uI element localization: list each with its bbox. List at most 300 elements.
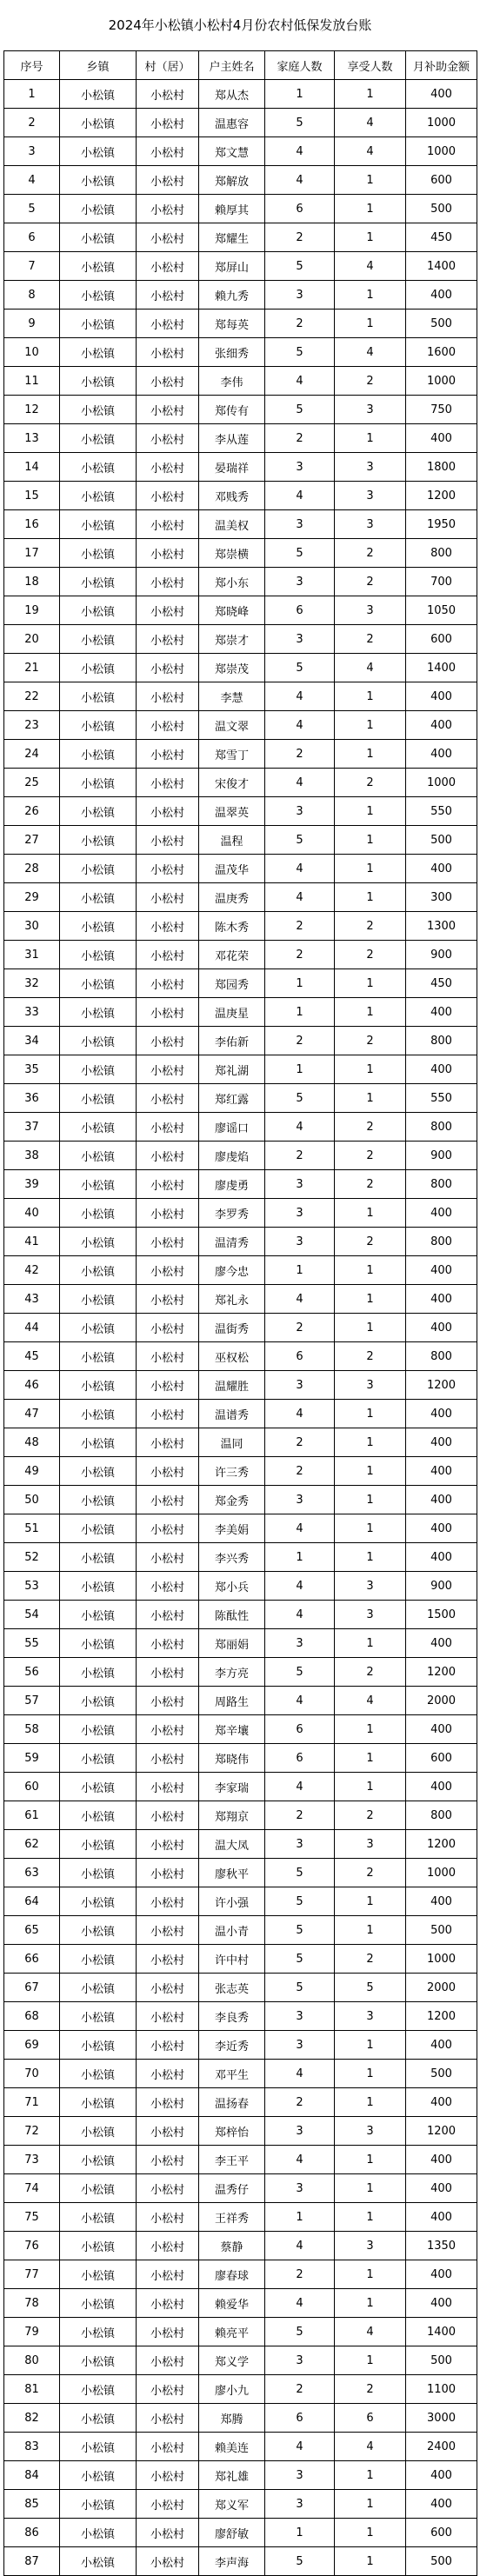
table-row: [4, 310, 477, 338]
cell-index: 15: [4, 482, 60, 510]
table-row: [4, 682, 477, 711]
cell-recipients: 2: [335, 1945, 406, 1974]
cell-recipients: 2: [335, 1170, 406, 1199]
table-row: [4, 1084, 477, 1113]
cell-index: 62: [4, 1830, 60, 1859]
cell-township: 小松镇: [60, 1859, 137, 1887]
table-row: [4, 2174, 477, 2203]
cell-recipients: 1: [335, 1199, 406, 1228]
cell-index: 79: [4, 2318, 60, 2346]
cell-family-size: 4: [265, 482, 335, 510]
cell-township: 小松镇: [60, 424, 137, 453]
cell-village: 小松村: [137, 1658, 199, 1687]
table-row: [4, 883, 477, 912]
cell-recipients: 1: [335, 223, 406, 252]
table-row: [4, 1658, 477, 1687]
cell-monthly-amount: 1200: [406, 1830, 477, 1859]
cell-family-size: 6: [265, 596, 335, 625]
cell-monthly-amount: 400: [406, 682, 477, 711]
cell-township: 小松镇: [60, 281, 137, 310]
cell-township: 小松镇: [60, 195, 137, 223]
cell-township: 小松镇: [60, 1428, 137, 1457]
cell-recipients: 3: [335, 510, 406, 539]
cell-village: 小松村: [137, 281, 199, 310]
cell-recipients: 1: [335, 2289, 406, 2318]
table-row: [4, 453, 477, 482]
table-row: [4, 2146, 477, 2174]
table-row: [4, 2404, 477, 2433]
cell-village: 小松村: [137, 1801, 199, 1830]
cell-family-size: 4: [265, 682, 335, 711]
cell-recipients: 2: [335, 1342, 406, 1371]
table-row: [4, 797, 477, 826]
cell-monthly-amount: 400: [406, 711, 477, 740]
cell-village: 小松村: [137, 1830, 199, 1859]
cell-township: 小松镇: [60, 1142, 137, 1170]
cell-recipients: 2: [335, 539, 406, 568]
cell-village: 小松村: [137, 2117, 199, 2146]
cell-index: 84: [4, 2461, 60, 2490]
cell-recipients: 1: [335, 1486, 406, 1514]
cell-family-size: 4: [265, 883, 335, 912]
cell-village: 小松村: [137, 1916, 199, 1945]
cell-recipients: 3: [335, 453, 406, 482]
cell-township: 小松镇: [60, 1113, 137, 1142]
cell-index: 12: [4, 396, 60, 424]
cell-family-size: 6: [265, 1715, 335, 1744]
cell-village: 小松村: [137, 2547, 199, 2576]
cell-householder: 周路生: [199, 1687, 265, 1715]
cell-index: 24: [4, 740, 60, 769]
cell-index: 4: [4, 166, 60, 195]
cell-township: 小松镇: [60, 1830, 137, 1859]
table-row: [4, 2375, 477, 2404]
cell-family-size: 2: [265, 2088, 335, 2117]
cell-township: 小松镇: [60, 1256, 137, 1285]
cell-index: 52: [4, 1543, 60, 1572]
cell-householder: 温小青: [199, 1916, 265, 1945]
cell-index: 14: [4, 453, 60, 482]
table-row: [4, 223, 477, 252]
cell-index: 38: [4, 1142, 60, 1170]
cell-village: 小松村: [137, 1514, 199, 1543]
cell-village: 小松村: [137, 912, 199, 941]
cell-monthly-amount: 400: [406, 740, 477, 769]
cell-monthly-amount: 400: [406, 281, 477, 310]
table-row: [4, 396, 477, 424]
cell-village: 小松村: [137, 166, 199, 195]
cell-village: 小松村: [137, 1715, 199, 1744]
cell-village: 小松村: [137, 2232, 199, 2260]
cell-householder: 郑小兵: [199, 1572, 265, 1601]
cell-township: 小松镇: [60, 2174, 137, 2203]
cell-recipients: 2: [335, 1027, 406, 1055]
cell-householder: 许中村: [199, 1945, 265, 1974]
cell-index: 33: [4, 998, 60, 1027]
cell-monthly-amount: 400: [406, 1457, 477, 1486]
cell-householder: 温秀仔: [199, 2174, 265, 2203]
cell-recipients: 1: [335, 2547, 406, 2576]
table-row: [4, 137, 477, 166]
cell-householder: 李从莲: [199, 424, 265, 453]
table-row: [4, 2031, 477, 2060]
cell-monthly-amount: 800: [406, 1113, 477, 1142]
cell-householder: 赖美连: [199, 2433, 265, 2461]
cell-township: 小松镇: [60, 941, 137, 969]
cell-family-size: 4: [265, 1285, 335, 1314]
cell-township: 小松镇: [60, 682, 137, 711]
cell-recipients: 4: [335, 252, 406, 281]
cell-township: 小松镇: [60, 396, 137, 424]
cell-householder: 蔡静: [199, 2232, 265, 2260]
cell-village: 小松村: [137, 1314, 199, 1342]
cell-index: 78: [4, 2289, 60, 2318]
cell-householder: 郑梓怡: [199, 2117, 265, 2146]
cell-recipients: 2: [335, 1859, 406, 1887]
cell-family-size: 2: [265, 1027, 335, 1055]
cell-family-size: 1: [265, 2519, 335, 2547]
cell-monthly-amount: 1400: [406, 654, 477, 682]
cell-householder: 温惠容: [199, 109, 265, 137]
cell-family-size: 4: [265, 2232, 335, 2260]
cell-township: 小松镇: [60, 1543, 137, 1572]
cell-family-size: 3: [265, 1170, 335, 1199]
cell-family-size: 2: [265, 424, 335, 453]
cell-monthly-amount: 2000: [406, 1974, 477, 2002]
table-row: [4, 1830, 477, 1859]
cell-index: 16: [4, 510, 60, 539]
cell-monthly-amount: 500: [406, 2346, 477, 2375]
cell-recipients: 1: [335, 1084, 406, 1113]
cell-monthly-amount: 450: [406, 223, 477, 252]
table-row: [4, 1744, 477, 1773]
cell-family-size: 4: [265, 1687, 335, 1715]
cell-village: 小松村: [137, 1228, 199, 1256]
cell-village: 小松村: [137, 2289, 199, 2318]
cell-monthly-amount: 400: [406, 424, 477, 453]
cell-family-size: 1: [265, 1055, 335, 1084]
cell-township: 小松镇: [60, 1457, 137, 1486]
cell-index: 19: [4, 596, 60, 625]
table-row: [4, 424, 477, 453]
cell-village: 小松村: [137, 310, 199, 338]
cell-monthly-amount: 400: [406, 998, 477, 1027]
cell-monthly-amount: 750: [406, 396, 477, 424]
header-township: 乡镇: [60, 51, 137, 80]
cell-monthly-amount: 800: [406, 1228, 477, 1256]
cell-village: 小松村: [137, 2519, 199, 2547]
cell-householder: 李王平: [199, 2146, 265, 2174]
cell-householder: 郑小东: [199, 568, 265, 596]
cell-monthly-amount: 400: [406, 1543, 477, 1572]
cell-township: 小松镇: [60, 1916, 137, 1945]
cell-village: 小松村: [137, 137, 199, 166]
table-row: [4, 2519, 477, 2547]
table-row: [4, 969, 477, 998]
cell-index: 70: [4, 2060, 60, 2088]
cell-township: 小松镇: [60, 1945, 137, 1974]
cell-village: 小松村: [137, 1773, 199, 1801]
cell-township: 小松镇: [60, 482, 137, 510]
cell-township: 小松镇: [60, 252, 137, 281]
cell-township: 小松镇: [60, 2232, 137, 2260]
cell-recipients: 1: [335, 2519, 406, 2547]
cell-family-size: 4: [265, 769, 335, 797]
cell-monthly-amount: 800: [406, 1801, 477, 1830]
cell-village: 小松村: [137, 80, 199, 109]
cell-monthly-amount: 400: [406, 1400, 477, 1428]
table-row: [4, 109, 477, 137]
cell-recipients: 1: [335, 1285, 406, 1314]
cell-monthly-amount: 900: [406, 941, 477, 969]
cell-family-size: 4: [265, 1773, 335, 1801]
cell-monthly-amount: 400: [406, 1314, 477, 1342]
cell-township: 小松镇: [60, 855, 137, 883]
cell-township: 小松镇: [60, 1486, 137, 1514]
cell-recipients: 1: [335, 1314, 406, 1342]
cell-township: 小松镇: [60, 1084, 137, 1113]
cell-householder: 廖虔焰: [199, 1142, 265, 1170]
cell-householder: 温庚星: [199, 998, 265, 1027]
cell-recipients: 2: [335, 625, 406, 654]
table-row: [4, 195, 477, 223]
cell-index: 11: [4, 367, 60, 396]
cell-monthly-amount: 1600: [406, 338, 477, 367]
table-row: [4, 1342, 477, 1371]
cell-index: 55: [4, 1629, 60, 1658]
cell-householder: 李佑新: [199, 1027, 265, 1055]
cell-village: 小松村: [137, 2346, 199, 2375]
cell-recipients: 4: [335, 109, 406, 137]
cell-recipients: 1: [335, 281, 406, 310]
cell-village: 小松村: [137, 1285, 199, 1314]
cell-monthly-amount: 600: [406, 625, 477, 654]
cell-index: 6: [4, 223, 60, 252]
cell-village: 小松村: [137, 1687, 199, 1715]
cell-township: 小松镇: [60, 740, 137, 769]
table-row: [4, 1572, 477, 1601]
cell-recipients: 3: [335, 2232, 406, 2260]
cell-monthly-amount: 1200: [406, 2002, 477, 2031]
table-row: [4, 654, 477, 682]
cell-householder: 邓平生: [199, 2060, 265, 2088]
cell-township: 小松镇: [60, 2404, 137, 2433]
cell-family-size: 3: [265, 568, 335, 596]
header-householder: 户主姓名: [199, 51, 265, 80]
cell-index: 66: [4, 1945, 60, 1974]
cell-family-size: 4: [265, 1572, 335, 1601]
cell-township: 小松镇: [60, 998, 137, 1027]
cell-monthly-amount: 400: [406, 80, 477, 109]
cell-village: 小松村: [137, 195, 199, 223]
cell-family-size: 3: [265, 797, 335, 826]
cell-monthly-amount: 400: [406, 1428, 477, 1457]
cell-township: 小松镇: [60, 1629, 137, 1658]
cell-village: 小松村: [137, 596, 199, 625]
cell-village: 小松村: [137, 539, 199, 568]
cell-index: 60: [4, 1773, 60, 1801]
cell-recipients: 4: [335, 1687, 406, 1715]
cell-index: 45: [4, 1342, 60, 1371]
cell-family-size: 2: [265, 310, 335, 338]
cell-monthly-amount: 1200: [406, 1658, 477, 1687]
cell-village: 小松村: [137, 855, 199, 883]
table-row: [4, 1170, 477, 1199]
cell-township: 小松镇: [60, 2203, 137, 2232]
cell-monthly-amount: 500: [406, 826, 477, 855]
cell-householder: 温程: [199, 826, 265, 855]
cell-recipients: 3: [335, 1371, 406, 1400]
cell-family-size: 2: [265, 941, 335, 969]
cell-family-size: 4: [265, 711, 335, 740]
table-row: [4, 2260, 477, 2289]
table-row: [4, 568, 477, 596]
cell-householder: 郑礼雄: [199, 2461, 265, 2490]
cell-index: 51: [4, 1514, 60, 1543]
cell-index: 46: [4, 1371, 60, 1400]
cell-householder: 郑每英: [199, 310, 265, 338]
cell-monthly-amount: 1000: [406, 109, 477, 137]
cell-family-size: 3: [265, 1830, 335, 1859]
cell-recipients: 2: [335, 941, 406, 969]
cell-monthly-amount: 600: [406, 1744, 477, 1773]
table-row: [4, 1314, 477, 1342]
cell-index: 61: [4, 1801, 60, 1830]
cell-village: 小松村: [137, 223, 199, 252]
cell-village: 小松村: [137, 2088, 199, 2117]
cell-village: 小松村: [137, 2375, 199, 2404]
cell-village: 小松村: [137, 941, 199, 969]
cell-householder: 温同: [199, 1428, 265, 1457]
cell-householder: 廖小九: [199, 2375, 265, 2404]
cell-township: 小松镇: [60, 2318, 137, 2346]
cell-village: 小松村: [137, 1543, 199, 1572]
header-row: [4, 51, 477, 80]
cell-monthly-amount: 700: [406, 568, 477, 596]
cell-householder: 李良秀: [199, 2002, 265, 2031]
cell-recipients: 1: [335, 998, 406, 1027]
cell-township: 小松镇: [60, 453, 137, 482]
cell-index: 86: [4, 2519, 60, 2547]
cell-family-size: 1: [265, 998, 335, 1027]
cell-recipients: 3: [335, 1572, 406, 1601]
cell-village: 小松村: [137, 109, 199, 137]
cell-recipients: 1: [335, 1715, 406, 1744]
table-row: [4, 941, 477, 969]
cell-recipients: 6: [335, 2404, 406, 2433]
cell-householder: 温文翠: [199, 711, 265, 740]
cell-township: 小松镇: [60, 1514, 137, 1543]
cell-index: 32: [4, 969, 60, 998]
cell-township: 小松镇: [60, 338, 137, 367]
cell-village: 小松村: [137, 1400, 199, 1428]
cell-monthly-amount: 1000: [406, 1945, 477, 1974]
cell-family-size: 2: [265, 1142, 335, 1170]
cell-recipients: 3: [335, 396, 406, 424]
cell-township: 小松镇: [60, 2490, 137, 2519]
cell-householder: 赖厚其: [199, 195, 265, 223]
cell-township: 小松镇: [60, 797, 137, 826]
cell-township: 小松镇: [60, 1342, 137, 1371]
cell-index: 57: [4, 1687, 60, 1715]
table-row: [4, 482, 477, 510]
table-row: [4, 2117, 477, 2146]
cell-recipients: 1: [335, 969, 406, 998]
cell-householder: 郑金秀: [199, 1486, 265, 1514]
cell-village: 小松村: [137, 1371, 199, 1400]
table-row: [4, 166, 477, 195]
cell-recipients: 2: [335, 367, 406, 396]
header-index: 序号: [4, 51, 60, 80]
cell-householder: 赖亮平: [199, 2318, 265, 2346]
cell-householder: 温扬春: [199, 2088, 265, 2117]
cell-recipients: 1: [335, 195, 406, 223]
cell-township: 小松镇: [60, 166, 137, 195]
cell-recipients: 1: [335, 1457, 406, 1486]
cell-family-size: 4: [265, 1400, 335, 1428]
table-row: [4, 1199, 477, 1228]
cell-family-size: 4: [265, 1601, 335, 1629]
cell-monthly-amount: 400: [406, 1514, 477, 1543]
cell-monthly-amount: 1000: [406, 1859, 477, 1887]
cell-recipients: 1: [335, 2490, 406, 2519]
cell-householder: 张细秀: [199, 338, 265, 367]
cell-monthly-amount: 400: [406, 2461, 477, 2490]
cell-householder: 郑从杰: [199, 80, 265, 109]
cell-householder: 郑雪丁: [199, 740, 265, 769]
cell-recipients: 3: [335, 2117, 406, 2146]
cell-recipients: 1: [335, 1514, 406, 1543]
cell-monthly-amount: 500: [406, 2060, 477, 2088]
cell-monthly-amount: 1200: [406, 482, 477, 510]
cell-householder: 温大凤: [199, 1830, 265, 1859]
cell-index: 48: [4, 1428, 60, 1457]
cell-township: 小松镇: [60, 2031, 137, 2060]
cell-township: 小松镇: [60, 1400, 137, 1428]
table-row: [4, 1773, 477, 1801]
cell-village: 小松村: [137, 2318, 199, 2346]
cell-householder: 廖虔勇: [199, 1170, 265, 1199]
cell-index: 59: [4, 1744, 60, 1773]
table-row: [4, 1629, 477, 1658]
cell-recipients: 1: [335, 1428, 406, 1457]
table-row: [4, 1715, 477, 1744]
cell-family-size: 3: [265, 625, 335, 654]
cell-family-size: 3: [265, 2031, 335, 2060]
cell-index: 18: [4, 568, 60, 596]
cell-village: 小松村: [137, 1457, 199, 1486]
cell-householder: 宋俊才: [199, 769, 265, 797]
table-row: [4, 826, 477, 855]
cell-recipients: 1: [335, 1400, 406, 1428]
cell-index: 20: [4, 625, 60, 654]
cell-village: 小松村: [137, 2490, 199, 2519]
cell-index: 42: [4, 1256, 60, 1285]
cell-township: 小松镇: [60, 1199, 137, 1228]
cell-family-size: 1: [265, 1543, 335, 1572]
cell-monthly-amount: 300: [406, 883, 477, 912]
cell-index: 28: [4, 855, 60, 883]
cell-householder: 廖秋平: [199, 1859, 265, 1887]
cell-family-size: 2: [265, 2375, 335, 2404]
cell-householder: 李家瑞: [199, 1773, 265, 1801]
cell-householder: 温清秀: [199, 1228, 265, 1256]
cell-householder: 晏瑞祥: [199, 453, 265, 482]
cell-index: 30: [4, 912, 60, 941]
cell-index: 47: [4, 1400, 60, 1428]
cell-householder: 郑红露: [199, 1084, 265, 1113]
cell-index: 68: [4, 2002, 60, 2031]
